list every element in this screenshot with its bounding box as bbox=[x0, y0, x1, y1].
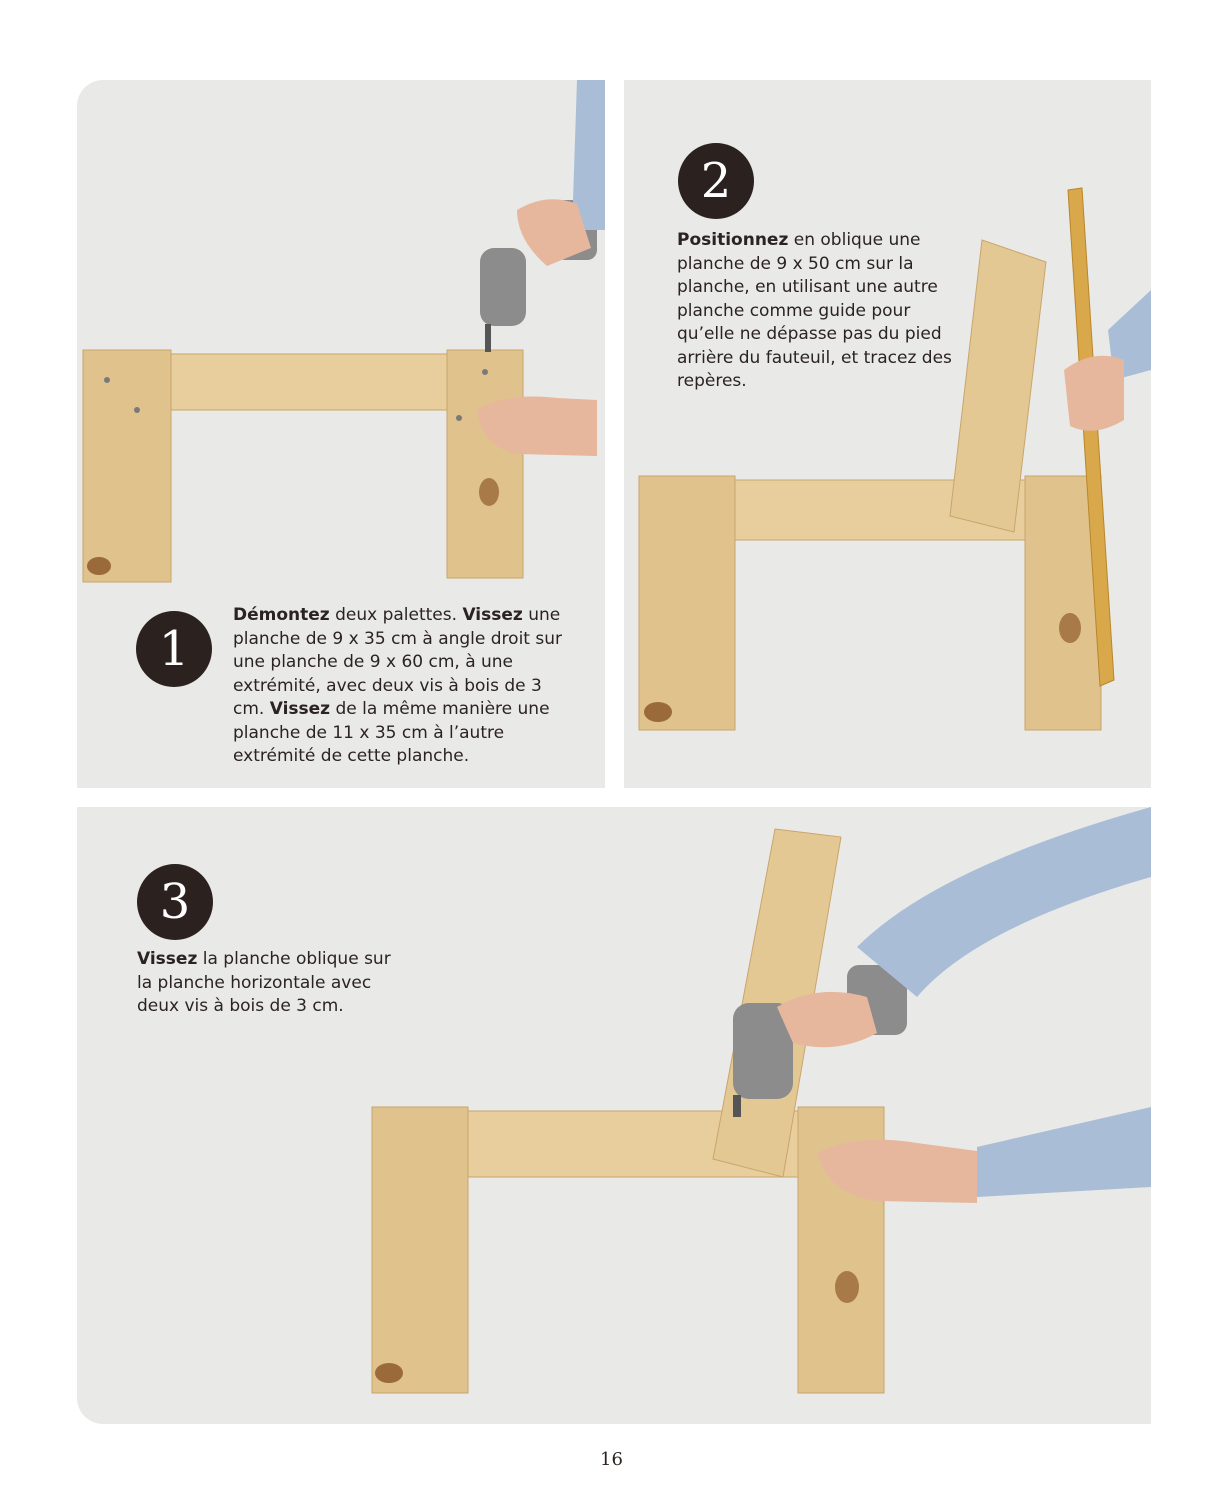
step-2-number-badge bbox=[678, 143, 754, 219]
wood-board-left bbox=[372, 1107, 468, 1393]
step-text: en oblique une planche de 9 x 50 cm sur la planche, en utilisant une autre planche comme guide pour qu’elle ne dépasse pas du pied arrière du fauteuil, et tracez des repères. bbox=[677, 230, 952, 391]
wood-knot bbox=[87, 557, 111, 575]
wood-board-horizontal bbox=[171, 354, 447, 410]
step-2-number: 2 bbox=[700, 153, 732, 209]
step-text-bold: Positionnez bbox=[677, 230, 789, 250]
wood-board-left bbox=[639, 476, 735, 730]
hand bbox=[1064, 356, 1124, 431]
step-text: une planche de 9 x 35 cm à angle droit sur une planche de 9 x 60 cm, à une extrémité, avec deux vis à bois de 3 cm. bbox=[233, 605, 562, 719]
wood-knot bbox=[1059, 613, 1081, 643]
wood-knot bbox=[479, 478, 499, 506]
step-3-number-badge bbox=[137, 864, 213, 940]
wood-knot bbox=[375, 1363, 403, 1383]
step-text-bold: Vissez bbox=[462, 605, 523, 625]
step-1-number-badge bbox=[136, 611, 212, 687]
wood-board-left bbox=[83, 350, 171, 582]
step-2-photo-panel bbox=[624, 80, 1151, 788]
step-text-bold: Démontez bbox=[233, 605, 330, 625]
step-3-photo-panel bbox=[77, 807, 1151, 1424]
step-1-photo-panel bbox=[77, 80, 605, 788]
step-3-instructions bbox=[137, 948, 402, 1019]
hand bbox=[777, 992, 877, 1047]
wood-knot bbox=[835, 1271, 859, 1303]
page-number: 16 bbox=[600, 1449, 623, 1470]
step-text-bold: Vissez bbox=[137, 949, 198, 969]
wood-board-right bbox=[447, 350, 523, 578]
step-text: deux palettes. bbox=[329, 605, 463, 625]
step-text-bold: Vissez bbox=[269, 699, 331, 719]
step-1-number: 1 bbox=[158, 621, 190, 677]
step-2-instructions bbox=[677, 229, 953, 394]
step-3-number: 3 bbox=[159, 874, 191, 930]
step-3-photo bbox=[77, 807, 1151, 1424]
step-1-instructions bbox=[233, 604, 563, 769]
arm-shirt-sleeve bbox=[857, 807, 1151, 997]
arm-shirt-sleeve bbox=[977, 1107, 1151, 1197]
wood-knot bbox=[644, 702, 672, 722]
step-text: la planche oblique sur la planche horizontale avec deux vis à bois de 3 cm. bbox=[137, 949, 391, 1016]
step-text: de la même manière une planche de 11 x 35 cm à l’autre extrémité de cette planche. bbox=[233, 699, 550, 766]
